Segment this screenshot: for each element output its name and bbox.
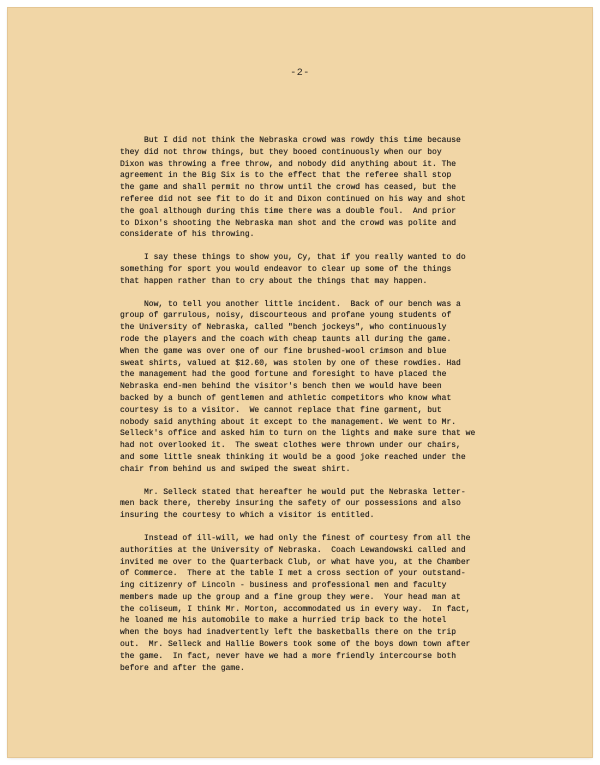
text-line: invited me over to the Quarterback Club, or what have you, at the Chamber <box>120 557 471 567</box>
text-line: something for sport you would endeavor to clear up some of the things <box>120 264 452 274</box>
text-line: the University of Nebraska, called "bench jockeys", who continuously <box>120 323 447 333</box>
text-line: considerate of his throwing. <box>120 230 255 240</box>
text-line: the goal although during this time there was a double foul. And prior <box>120 206 457 216</box>
text-line: Instead of ill-will, we had only the finest of courtesy from all the <box>120 533 471 543</box>
text-line: men back there, thereby insuring the safety of our possessions and also <box>120 499 461 509</box>
text-line: the game and shall permit no throw until the crowd has ceased, but the <box>120 183 457 193</box>
text-line: when the boys had inadvertently left the basketballs there on the trip <box>120 628 457 638</box>
text-line: group of garrulous, noisy, discourteous and profane young students of <box>120 311 452 321</box>
text-line: Dixon was throwing a free throw, and nobody did anything about it. The <box>120 159 457 169</box>
text-line: had not overlooked it. The sweat clothes were thrown under our chairs, <box>120 441 461 451</box>
text-line: But I did not think the Nebraska crowd was rowdy this time because <box>120 136 461 145</box>
text-line: Selleck's office and asked him to turn on the lights and make sure that we <box>120 429 476 439</box>
page-number: -2- <box>290 68 310 79</box>
text-line: I say these things to show you, Cy, that if you really wanted to do <box>120 253 466 263</box>
text-line: the game. In fact, never have we had a more friendly intercourse both <box>120 651 457 661</box>
text-line: and some little sneak thinking it would be a good joke reached under the <box>120 452 466 462</box>
text-line: to Dixon's shooting the Nebraska man shot and the crowd was polite and <box>120 218 457 228</box>
text-line: Mr. Selleck stated that hereafter he would put the Nebraska letter- <box>120 487 466 497</box>
text-line: members made up the group and a fine group they were. Your head man at <box>120 592 461 602</box>
text-line: Nebraska end-men behind the visitor's bench then we would have been <box>120 382 442 392</box>
paragraph-selleck-statement <box>120 487 530 522</box>
text-line: sweat shirts, valued at $12.60, was stolen by one of these rowdies. Had <box>120 358 461 368</box>
text-line: ing citizenry of Lincoln - business and professional men and faculty <box>120 581 447 591</box>
text-line: When the game was over one of our fine brushed-wool crimson and blue <box>120 346 447 356</box>
text-line: of Commerce. There at the table I met a cross section of your outstand- <box>120 569 466 579</box>
text-line: rode the players and the coach with cheap taunts all during the game. <box>120 334 452 344</box>
paragraph-bench-incident <box>120 299 530 476</box>
text-line: that happen rather than to cry about the things that may happen. <box>120 276 428 286</box>
text-line: before and after the game. <box>120 663 245 673</box>
text-line: chair from behind us and swiped the sweat shirt. <box>120 464 351 474</box>
text-line: the management had the good fortune and foresight to have placed the <box>120 370 447 380</box>
paragraph-address-cy <box>120 252 530 287</box>
text-line: referee did not see fit to do it and Dixon continued on his way and shot <box>120 194 466 204</box>
text-line: insuring the courtesy to which a visitor is entitled. <box>120 511 375 521</box>
text-line: out. Mr. Selleck and Hallie Bowers took some of the boys down town after <box>120 640 471 650</box>
text-line: Now, to tell you another little incident. Back of our bench was a <box>120 299 461 309</box>
text-line: the coliseum, I think Mr. Morton, accommodated us in every way. In fact, <box>120 604 471 614</box>
text-line: they did not throw things, but they booed continuously when our boy <box>120 147 442 157</box>
text-line: nobody said anything about it except to the management. We went to Mr. <box>120 417 457 427</box>
text-line: he loaned me his automobile to make a hurried trip back to the hotel <box>120 616 447 626</box>
letter-page <box>8 8 592 757</box>
paragraph-courtesy <box>120 533 530 675</box>
text-line: backed by a bunch of gentlemen and athletic competitors who know what <box>120 393 452 403</box>
text-line: courtesy is to a visitor. We cannot replace that fine garment, but <box>120 405 442 415</box>
text-line: authorities at the University of Nebraska. Coach Lewandowski called and <box>120 545 466 555</box>
text-line: agreement in the Big Six is to the effect that the referee shall stop <box>120 171 452 181</box>
paragraph-crowd-conduct <box>120 135 530 241</box>
letter-body <box>120 135 530 685</box>
